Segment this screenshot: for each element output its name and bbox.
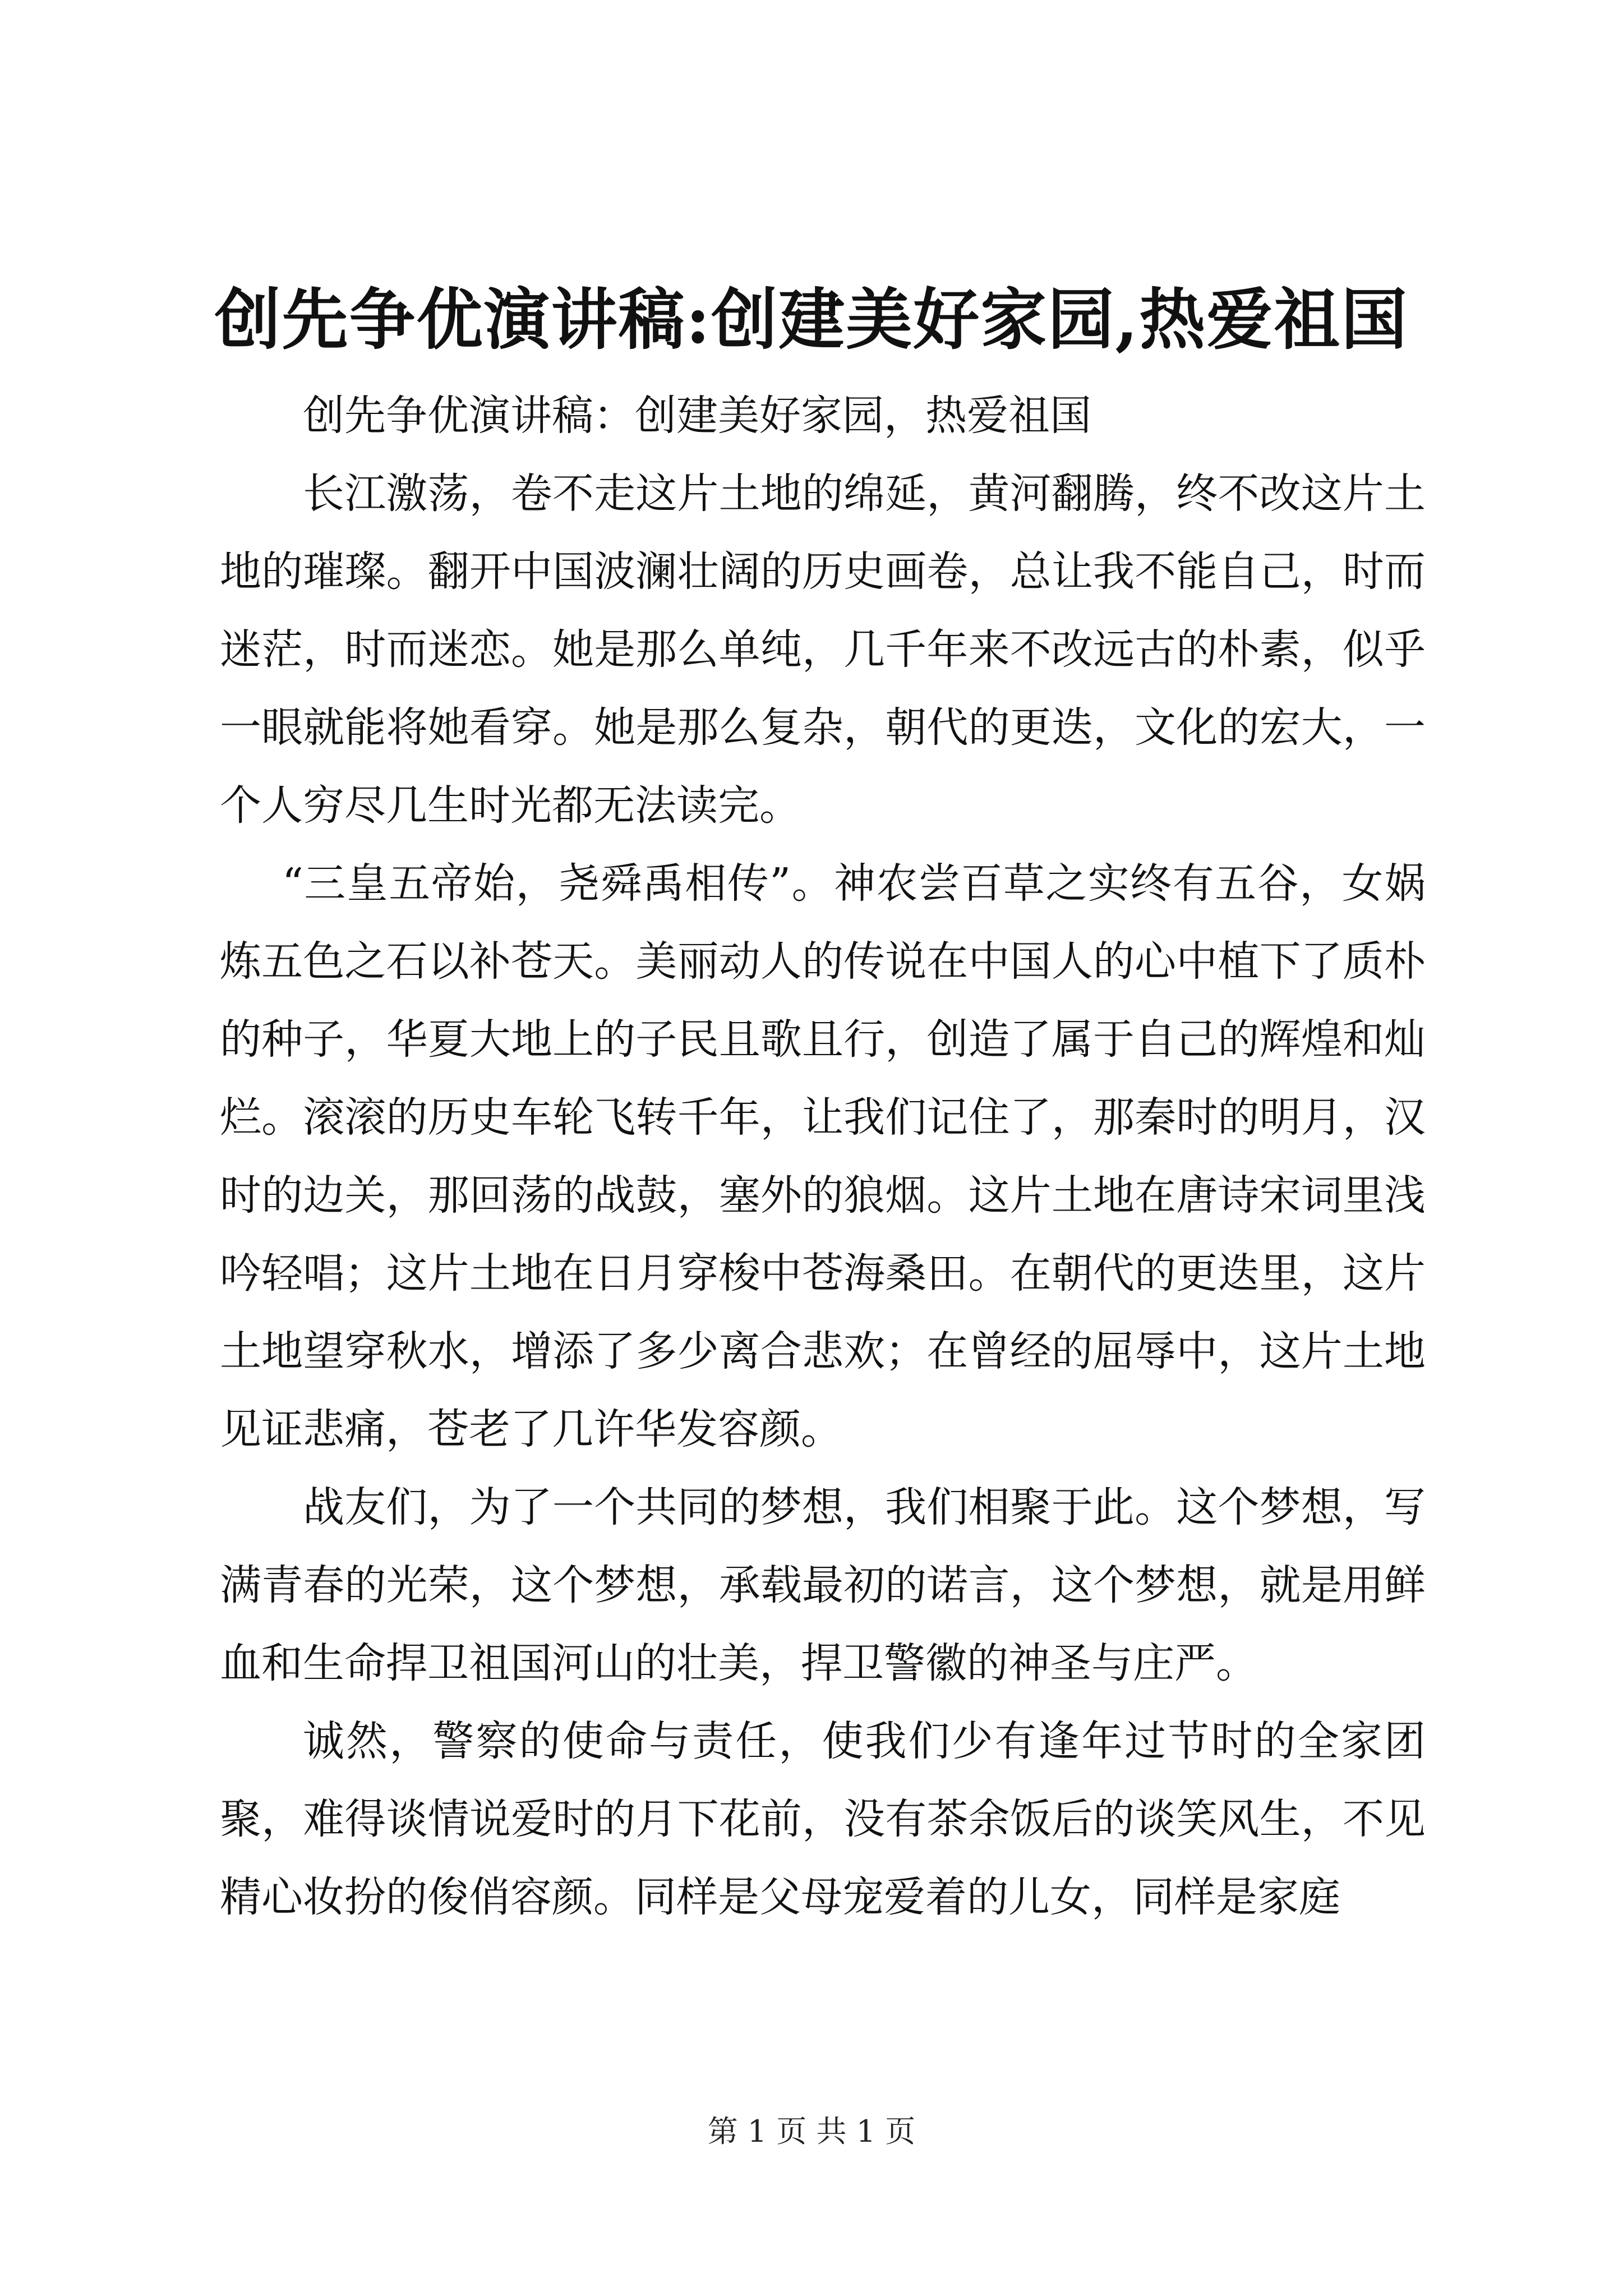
body-paragraph: 诚然，警察的使命与责任，使我们少有逢年过节时的全家团聚，难得谈情说爱时的月下花前，没有茶余饭后的谈笑风生，不见精心妆扮的俊俏容颜。同样是父母宠爱着的儿女，同样是家庭 (220, 1717, 1426, 1921)
page-footer: 第 1 页 共 1 页 (707, 2114, 916, 2149)
body-paragraph: 长江激荡，卷不走这片土地的绵延，黄河翻腾，终不改这片土地的璀璨。翻开中国波澜壮阔的历史画卷，总让我不能自己，时而迷茫，时而迷恋。她是那么单纯，几千年来不改远古的朴素，似乎一眼就能将她看穿。她是那么复杂，朝代的更迭，文化的宏大，一个人穷尽几生时光都无法读完。 (220, 470, 1426, 830)
body-paragraph: “三皇五帝始，尧舜禹相传”。神农尝百草之实终有五谷，女娲炼五色之石以补苍天。美丽动人的传说在中国人的心中植下了质朴的种子，华夏大地上的子民且歌且行，创造了属于自己的辉煌和灿烂。滚滚的历史车轮飞转千年，让我们记住了，那秦时的明月，汉时的边关，那回荡的战鼓，塞外的狼烟。这片土地在唐诗宋词里浅吟轻唱；这片土地在日月穿梭中苍海桑田。在朝代的更迭里，这片土地望穿秋水，增添了多少离合悲欢；在曾经的屈辱中，这片土地见证悲痛，苍老了几许华发容颜。 (220, 859, 1426, 1453)
document-title: 创先争优演讲稿:创建美好家园,热爱祖国 (214, 280, 1409, 358)
subtitle-paragraph: 创先争优演讲稿：创建美好家园，热爱祖国 (303, 392, 1091, 440)
body-paragraph: 战友们，为了一个共同的梦想，我们相聚于此。这个梦想，写满青春的光荣，这个梦想，承载最初的诺言，这个梦想，就是用鲜血和生命捍卫祖国河山的壮美，捍卫警徽的神圣与庄严。 (220, 1483, 1426, 1687)
document-body (220, 377, 1426, 1936)
